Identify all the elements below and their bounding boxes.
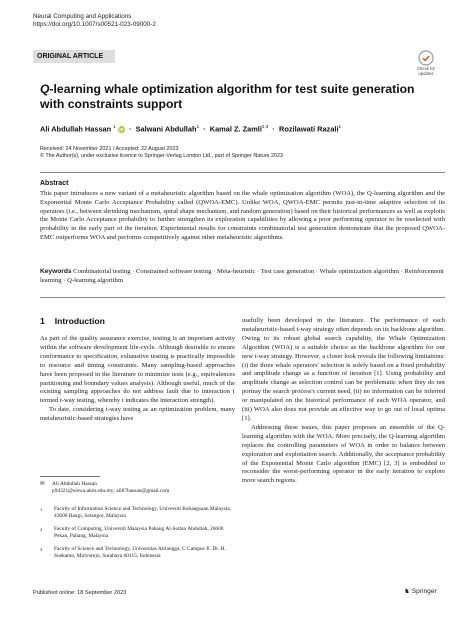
keyword-item[interactable]: Test case generation	[260, 268, 315, 275]
article-type-badge: ORIGINAL ARTICLE	[33, 50, 115, 63]
affiliation	[40, 546, 235, 560]
footnote-divider	[40, 476, 100, 477]
check-updates-icon	[418, 50, 434, 66]
author-affiliation: 1	[113, 124, 116, 129]
corresponding-author	[40, 481, 235, 495]
journal-doi[interactable]: https://doi.org/10.1007/s00521-023-09000-2	[33, 21, 156, 29]
published-date: Published online: 18 September 2023	[33, 590, 127, 596]
affiliation-number: 3	[40, 547, 43, 552]
check-updates-label: Check for updates	[417, 66, 435, 76]
affiliation	[40, 526, 235, 540]
author-list: Ali Abdullah Hassan $^1$ iD · Salwani Abdullah$^1$ · Kamal Z. Zamli$^{2,3}$ · Rozilawati Razali$^1$	[40, 124, 342, 134]
divider	[40, 172, 445, 173]
author-affiliation: 1	[338, 124, 342, 129]
section-heading	[40, 316, 115, 326]
title-rest: -learning whale optimization algorithm for test suite generation with constraints support	[40, 82, 415, 111]
author-name[interactable]: Ali Abdullah Hassan	[40, 124, 112, 134]
abstract-text: This paper introduces a new variant of a metaheuristic algorithm based on the whale optimization algorithm (WOA), the Q-learning algorithm and the Exponential Monte Carlo Acceptance Probability called (QWOA-EMC). Unlike WOA, QWOA-EMC permits just-in-time adaptive selection of its operators (i.e., between shrinking mechanism, spiral shape mechanism, and random generation) based on their historical performances as well as exploits the Monte Carlo Acceptance probability to further strengthen its exploration capabilities by allowing a poor performing operator to be reselected with probability in the early part of the iteration. Experimental results for constraints combinatorial test generation demonstrate that the proposed QWOA-EMC outperforms WOA and performs competitively against other metaheuristic algorithms.	[40, 190, 445, 241]
journal-name: Neural Computing and Applications	[33, 13, 132, 20]
left-column	[40, 335, 235, 424]
section-number: 1	[40, 316, 45, 326]
paragraph: To date, considering t-way testing as an optimization problem, many metaheuristic-based strategies have	[40, 406, 235, 423]
author-affiliation: 1	[196, 124, 200, 129]
right-column	[242, 317, 445, 486]
journal-header	[33, 13, 156, 29]
paragraph: Addressing these issues, this paper proposes an ensemble of the Q-learning algorithm with the WOA. More precisely, the Q-learning algorithm replaces the controlling parameters of WOA in order to balance between exploration and exploitation search. Additionally, the acceptance probability of the Exponential Monte Carlo algorithm (EMC) [2, 3] is embedded to reconsider the worst-performing operator in the early iteration to explore more search regions.	[242, 423, 445, 485]
keyword-item[interactable]: Reinforcement learning	[40, 268, 444, 284]
affiliation	[40, 506, 235, 520]
paper-title	[40, 82, 440, 112]
keyword-item[interactable]: Combinatorial testing	[73, 268, 131, 275]
keywords-label: Keywords	[40, 268, 72, 275]
divider	[40, 297, 445, 298]
author-affiliation: 2,3	[261, 124, 269, 129]
publisher-name: Springer	[411, 588, 437, 595]
author-name[interactable]: Rozilawati Razali	[278, 124, 339, 134]
keywords	[40, 268, 445, 286]
affiliation-number: 2	[40, 527, 43, 532]
author-name[interactable]: Salwani Abdullah	[135, 124, 197, 134]
affiliation-text: Faculty of Computing, Universiti Malaysia Pahang Al-Sultan Abdullah, 26600 Pekan, Pahang, Malaysia	[54, 526, 224, 539]
envelope-icon: ✉	[40, 481, 45, 487]
publisher-logo	[404, 587, 437, 595]
corresponding-email[interactable]: p94321@siswa.ukm.edu.my; ali87hassan@gmail.com	[52, 488, 170, 494]
check-for-updates-button[interactable]	[410, 50, 442, 77]
article-dates	[40, 146, 283, 160]
paragraph: As part of the quality assurance exercise, testing is an important activity within the software development life-cycle. Although desirable to ensure conformance to specification, exhaustive testing is practically impossible to resource and timing constraints. Many sampling-based approaches have been proposed in the literature to minimize tests (e.g., equivalences partitioning and boundary values analysis). Although useful, much of the existing sampling approaches do not address fault due to interaction ( termed t-way testing, whereby t indicates the interaction strength).	[40, 335, 235, 405]
title-italic: Q	[40, 82, 50, 96]
paragraph: usefully been developed in the literature. The performance of each metaheuristic-based t-way strategy often depends on its backbone algorithm. Owing to its robust global search capability, the Whale Optimization Algorithm (WOA) is a suitable choice as the backbone algorithm for our new t-way strategy. However, a closer look reveals the following limitations: (i) the three whale operators' selection is solely based on a fixed probability and amplitude change as a function of iteration [1]. Using probability and amplitude change as selection control can be problematic when they do not portray the search process's current need, (ii) no information can be inferred or manipulated on the historical performance of each WOA operator, and (iii) WOA also does not provide an effective way to go out of local optima [1].	[242, 317, 445, 422]
orcid-icon[interactable]: iD	[119, 127, 124, 133]
keywords-list: Combinatorial testing · Constrained software testing · Meta-heuristic · Test case generation · Whale optimization algorithm · Reinforcement learning · Q-learning algorithm	[40, 268, 444, 284]
received-accepted: Received: 24 November 2021 / Accepted: 22 August 2023	[40, 146, 179, 152]
author-name[interactable]: Kamal Z. Zamli	[209, 124, 262, 134]
keyword-item[interactable]: Meta-heuristic	[216, 268, 256, 275]
copyright-line: © The Author(s), under exclusive licence to Springer-Verlag London Ltd., part of Springer Nature 2023	[40, 153, 283, 160]
affiliation-text: Faculty of Information Science and Technology, Universiti Kebangsaan Malaysia, 43600 Bangi, Selangor, Malaysia	[54, 506, 232, 519]
keyword-item[interactable]: Q-learning algorithm	[67, 276, 123, 284]
abstract-heading: Abstract	[40, 180, 69, 187]
keyword-item[interactable]: Whale optimization algorithm	[319, 268, 400, 275]
affiliation-text: Faculty of Science and Technology, Universitas Airlangga, C Campus Jl. Dr. H. Soekamo, Mulyorejo, Surabaya 60115, Indonesia	[54, 546, 226, 559]
corresponding-name: Ali Abdullah Hassan	[52, 481, 97, 487]
springer-horse-icon: ♞	[404, 588, 410, 595]
section-title: Introduction	[54, 316, 105, 326]
keyword-item[interactable]: Constrained software testing	[136, 268, 212, 275]
affiliation-number: 1	[40, 507, 43, 512]
